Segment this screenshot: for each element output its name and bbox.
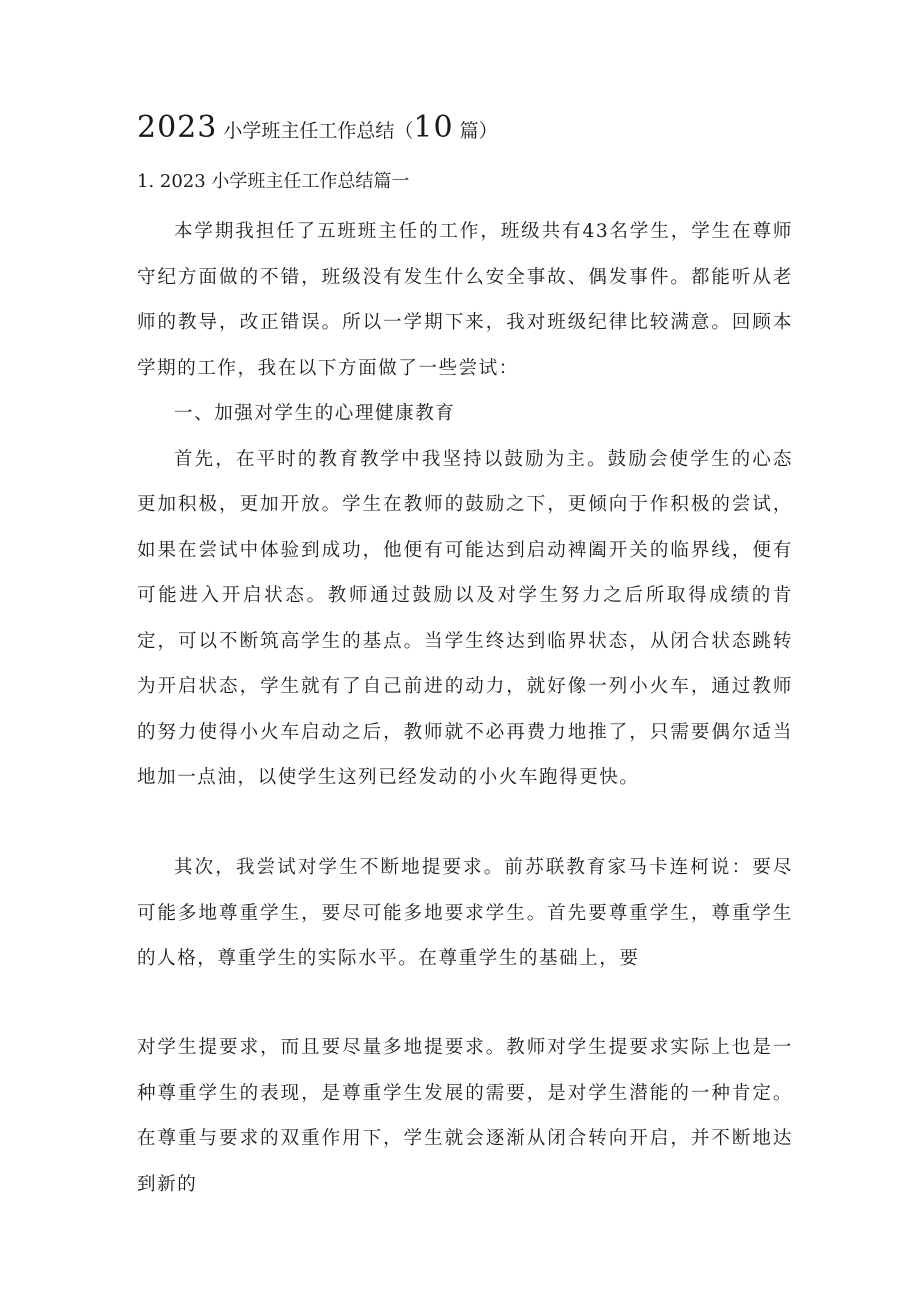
- title-count: 10: [413, 110, 454, 145]
- paragraph-second: 其次，我尝试对学生不断地提要求。前苏联教育家马卡连柯说：要尽可能多地尊重学生，要尽可能多地要求学生。首先要尊重学生，尊重学生的人格，尊重学生的实际水平。在尊重学生的基础上，要: [137, 857, 793, 969]
- paragraph-intro: 本学期我担任了五班班主任的工作，班级共有43名学生，学生在尊师守纪方面做的不错，班级没有发生什么安全事故、偶发事件。都能听从老师的教导，改正错误。所以一学期下来，我对班级纪律比较满意。回顾本学期的工作，我在以下方面做了一些尝试：: [137, 221, 793, 379]
- body-block-main: [137, 209, 793, 801]
- title-text: 小学班主任工作总结（: [223, 120, 414, 142]
- title-year: 2023: [137, 110, 218, 145]
- body-block-second: [137, 845, 793, 982]
- paragraph-continued: 对学生提要求，而且要尽量多地提要求。教师对学生提要求实际上也是一种尊重学生的表现，是尊重学生发展的需要，是对学生潜能的一种肯定。在尊重与要求的双重作用下，学生就会逐渐从闭合转向开启，并不断地达到新的: [137, 1037, 793, 1195]
- section-heading: 1. 2023 小学班主任工作总结篇一: [137, 171, 410, 192]
- document-title: [137, 108, 498, 151]
- body-block-continued: [137, 1025, 793, 1207]
- paragraph-subheading: 一、加强对学生的心理健康教育: [174, 403, 456, 424]
- title-suffix: 篇）: [459, 120, 498, 142]
- paragraph-first: 首先，在平时的教育教学中我坚持以鼓励为主。鼓励会使学生的心态更加积极，更加开放。学生在教师的鼓励之下，更倾向于作积极的尝试，如果在尝试中体验到成功，他便有可能达到启动裨阖开关的临界线，便有可能进入开启状态。教师通过鼓励以及对学生努力之后所取得成绩的肯定，可以不断筑高学生的基点。当学生终达到临界状态，从闭合状态跳转为开启状态，学生就有了自己前进的动力，就好像一列小火车，通过教师的努力使得小火车启动之后，教师就不必再费力地推了，只需要偶尔适当地加一点油，以使学生这列已经发动的小火车跑得更快。: [137, 448, 793, 788]
